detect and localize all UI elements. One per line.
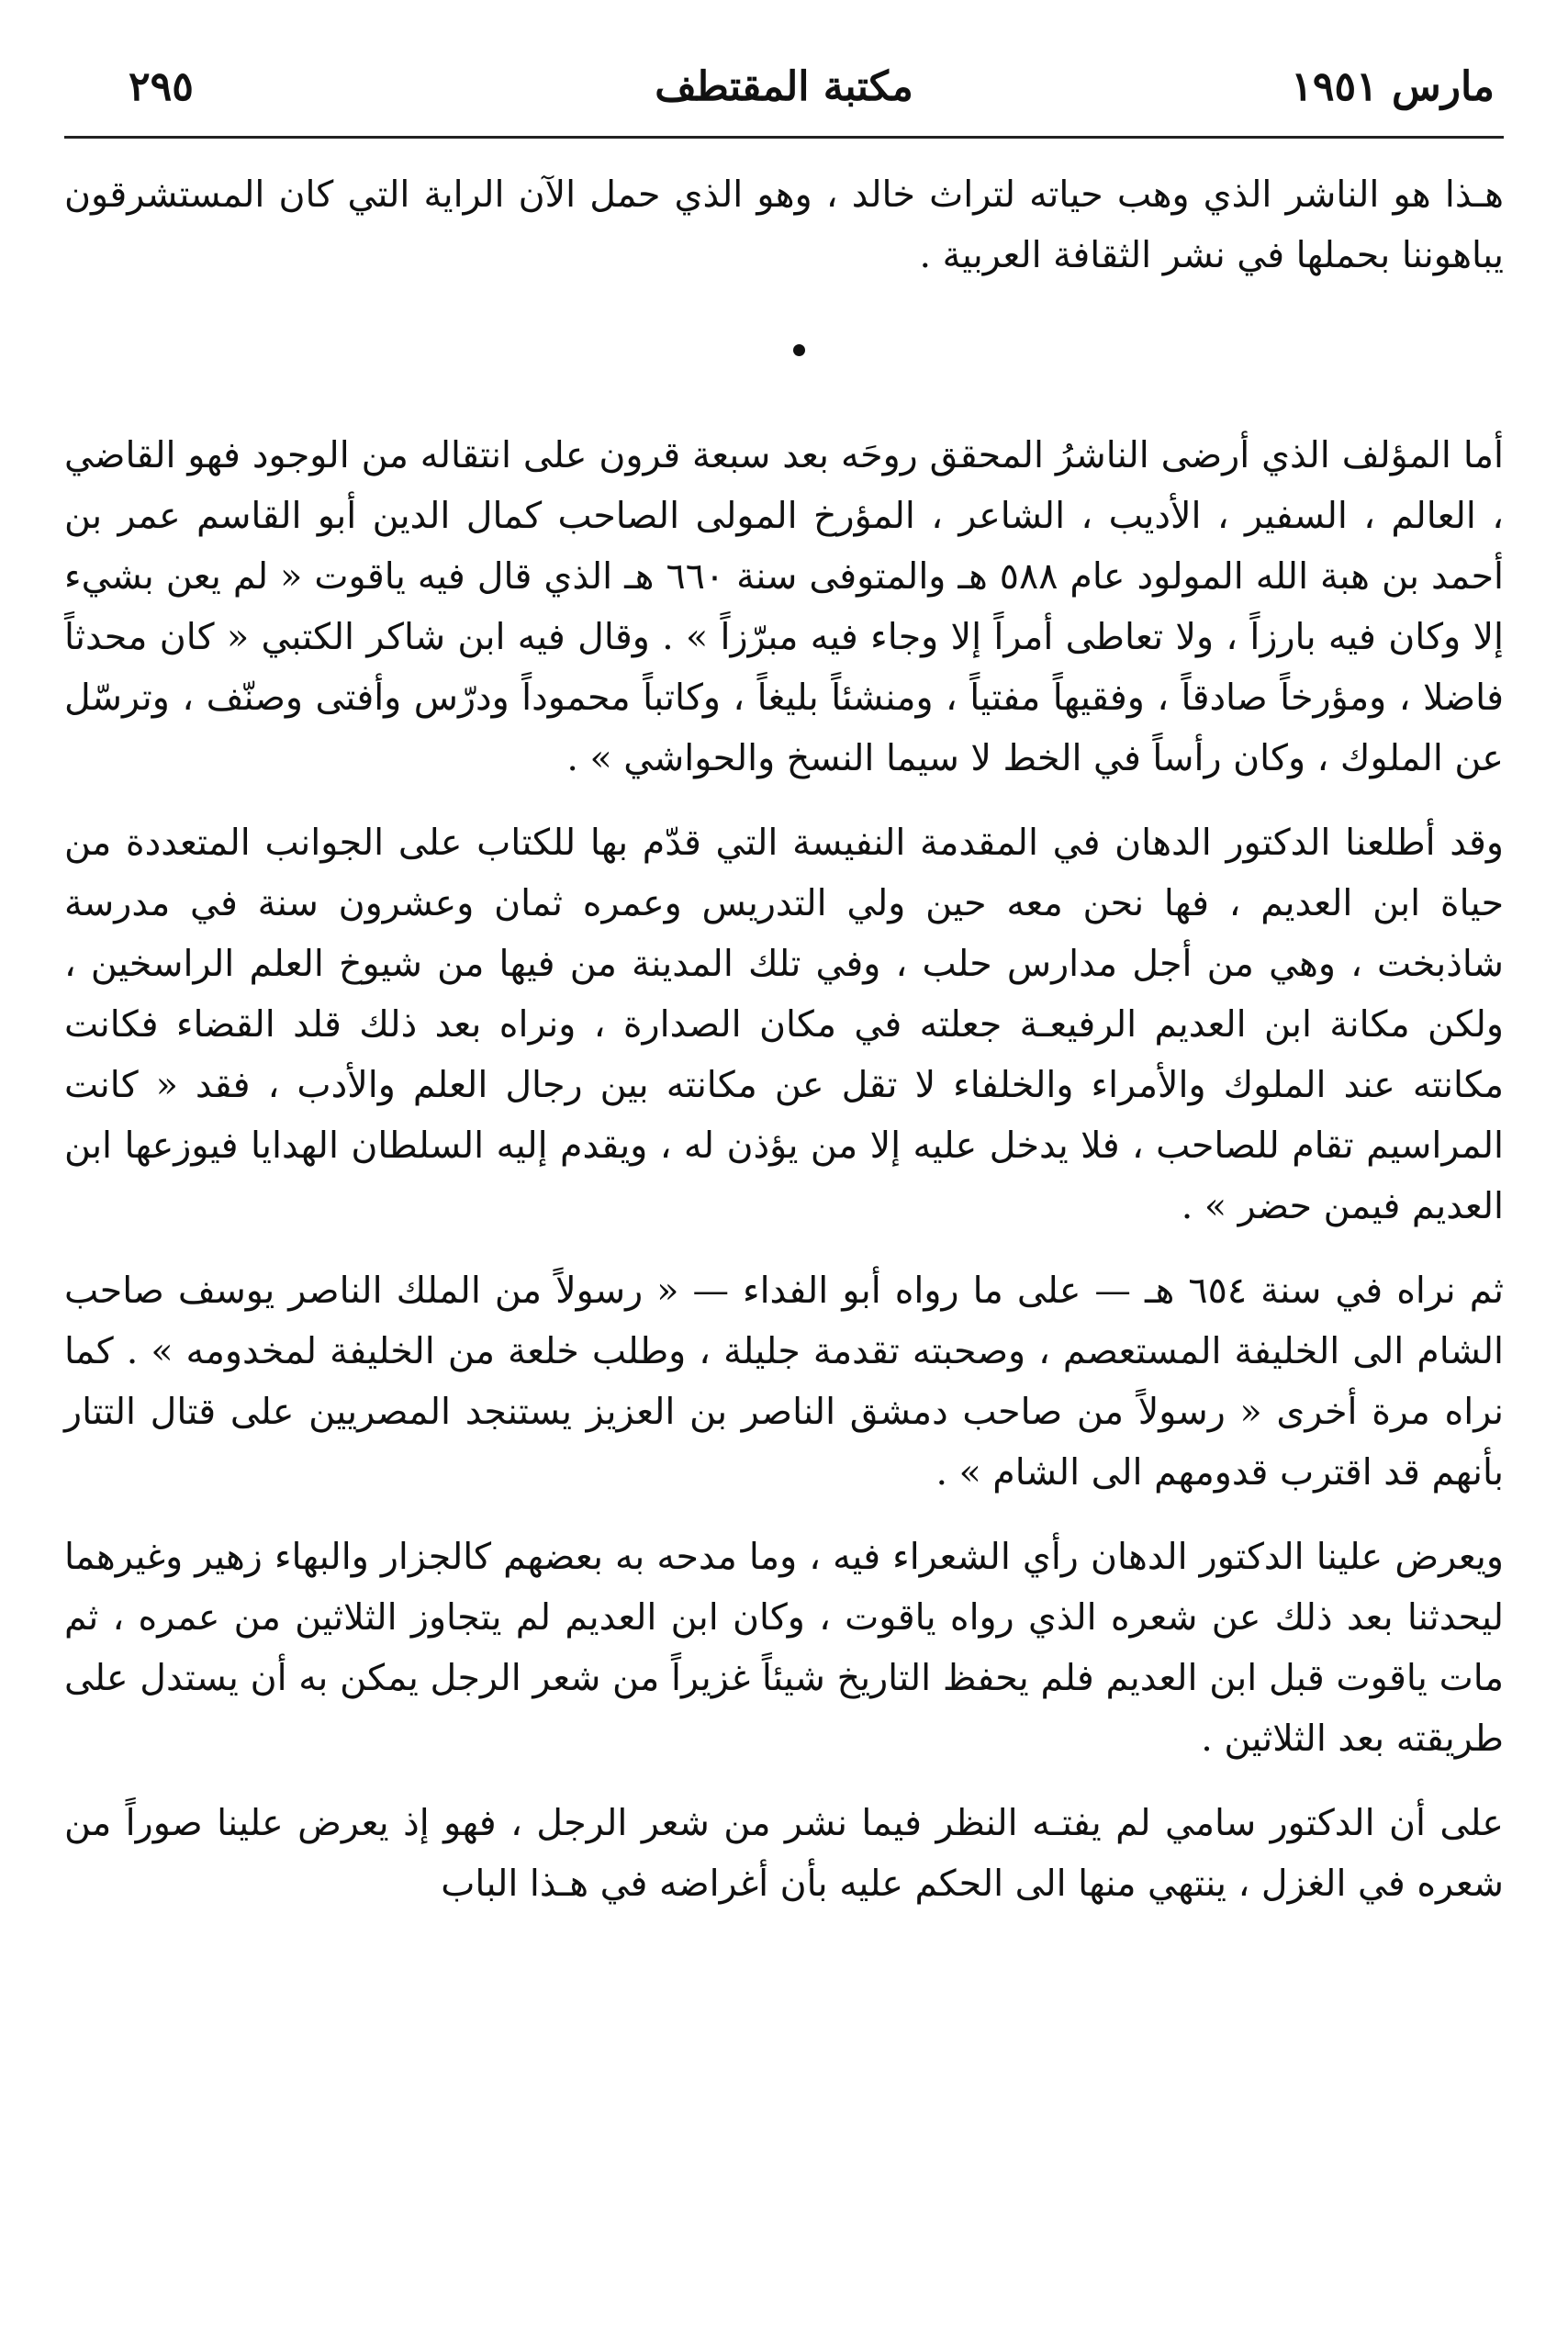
running-header xyxy=(64,55,1504,119)
header-title: مكتبة المقتطف xyxy=(655,63,913,110)
page-number: ٢٩٥ xyxy=(129,63,194,110)
paragraph-introduction: وقد أطلعنا الدكتور الدهان في المقدمة النفيسة التي قدّم بها للكتاب على الجوانب المتعددة من حياة ابن العديم ، فها نحن معه حين ولي التدريس وعمره ثمان وعشرون سنة في مدرسة شاذبخت ، وهي من أجل مدارس حلب ، وفي تلك المدينة من فيها من شيوخ العلم الراسخين ، ولكن مكانة ابن العديم الرفيعـة جعلته في مكان الصدارة ، ونراه بعد ذلك قلد القضاء فكانت مكانته عند الملوك والأمراء والخلفاء لا تقل عن مكانته بين رجال العلم والأدب ، فقد « كانت المراسيم تقام للصاحب ، فلا يدخل عليه إلا من يؤذن له ، ويقدم إليه السلطان الهدايا فيوزعها ابن العديم فيمن حضر » . xyxy=(64,822,1504,1227)
paragraph-poetry: ويعرض علينا الدكتور الدهان رأي الشعراء فيه ، وما مدحه به بعضهم كالجزار والبهاء زهير وغيرهما ليحدثنا بعد ذلك عن شعره الذي رواه ياقوت ، وكان ابن العديم لم يتجاوز الثلاثين من عمره ، ثم مات ياقوت قبل ابن العديم فلم يحفظ التاريخ شيئاً غزيراً من شعر الرجل يمكن به أن يستدل على طريقته بعد الثلاثين . xyxy=(64,1536,1504,1760)
header-date: مارس ١٩٥١ xyxy=(1291,63,1495,110)
article-body xyxy=(64,164,1504,1914)
section-separator xyxy=(64,309,1504,401)
separator-dot-icon xyxy=(793,344,805,356)
paragraph-embassy: ثم نراه في سنة ٦٥٤ هـ — على ما رواه أبو الفداء — « رسولاً من الملك الناصر يوسف صاحب الشام الى الخليفة المستعصم ، وصحبته تقدمة جليلة ، وطلب خلعة من الخليفة لمخدومه » . كما نراه مرة أخرى « رسولاً من صاحب دمشق الناصر بن العزيز يستنجد المصريين على قتال التتار بأنهم قد اقترب قدومهم الى الشام » . xyxy=(64,1270,1504,1494)
paragraph-ghazal: على أن الدكتور سامي لم يفتـه النظر فيما نشر من شعر الرجل ، فهو إذ يعرض علينا صوراً من شعره في الغزل ، ينتهي منها الى الحكم عليه بأن أغراضه في هـذا الباب xyxy=(64,1802,1504,1905)
header-rule xyxy=(64,136,1504,139)
paragraph-author: أما المؤلف الذي أرضى الناشرُ المحقق روحَه بعد سبعة قرون على انتقاله من الوجود فهو القاضي ، العالم ، السفير ، الأديب ، الشاعر ، المؤرخ المولى الصاحب كمال الدين أبو القاسم عمر بن أحمد بن هبة الله المولود عام ٥٨٨ هـ والمتوفى سنة ٦٦٠ هـ الذي قال فيه ياقوت « لم يعن بشيء إلا وكان فيه بارزاً ، ولا تعاطى أمراً إلا وجاء فيه مبرّزاً » . وقال فيه ابن شاكر الكتبي « كان محدثاً فاضلا ، ومؤرخاً صادقاً ، وفقيهاً مفتياً ، ومنشئاً بليغاً ، وكاتباً محموداً ودرّس وأفتى وصنّف ، وترسّل عن الملوك ، وكان رأساً في الخط لا سيما النسخ والحواشي » . xyxy=(64,434,1505,779)
paragraph-publisher: هـذا هو الناشر الذي وهب حياته لتراث خالد ، وهو الذي حمل الآن الراية التي كان المستشرقون يباهوننا بحملها في نشر الثقافة العربية . xyxy=(64,173,1504,276)
